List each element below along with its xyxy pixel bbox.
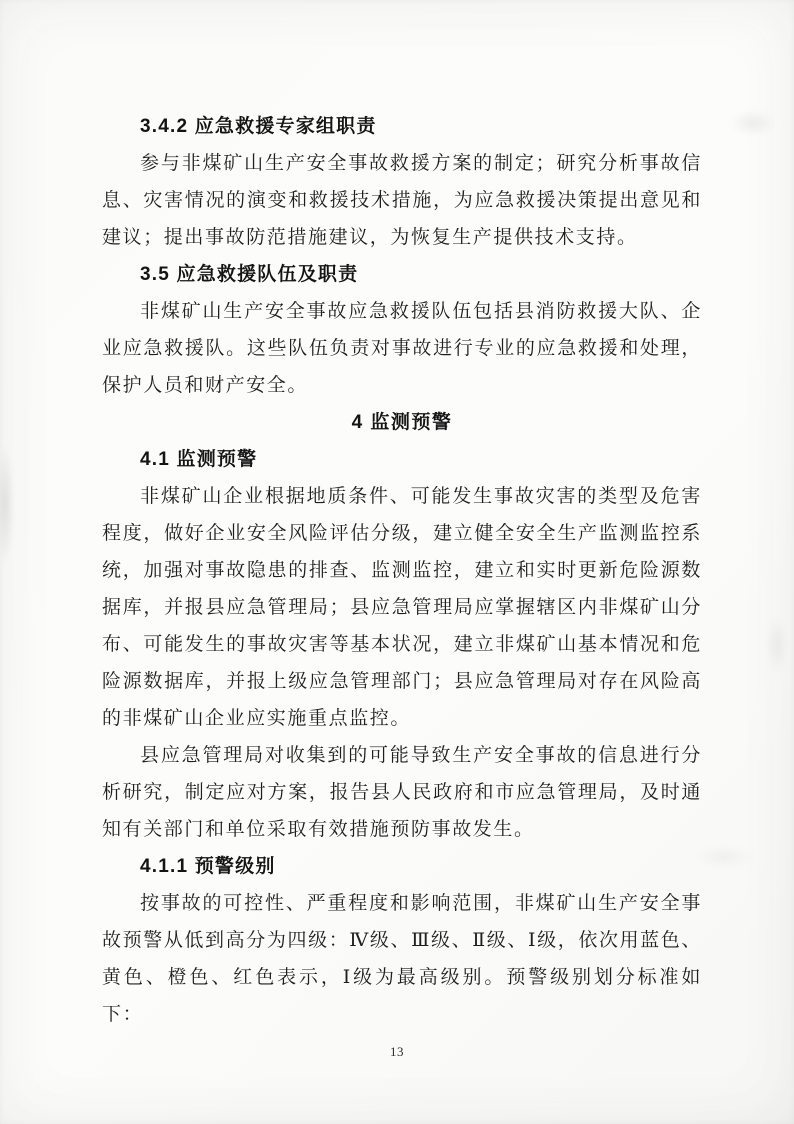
chapter-heading-4: 4 监测预警 xyxy=(351,412,453,433)
paragraph-expert-group-duties: 参与非煤矿山生产安全事故救援方案的制定；研究分析事故信息、灾害情况的演变和救援技术措施，为应急救援决策提出意见和建议；提出事故防范措施建议，为恢复生产提供技术支持。 xyxy=(102,153,702,248)
paragraph-monitoring-system: 非煤矿山企业根据地质条件、可能发生事故灾害的类型及危害程度，做好企业安全风险评估分级，建立健全安全生产监测监控系统，加强对事故隐患的排查、监测监控，建立和实时更新危险源数据库，并报县应急管理局；县应急管理局应掌握辖区内非煤矿山分布、可能发生的事故灾害等基本状况，建立非煤矿山基本情况和危险源数据库，并报上级应急管理部门；县应急管理局对存在风险高的非煤矿山企业应实施重点监控。 xyxy=(102,486,702,729)
section-heading-3-5: 3.5 应急救援队伍及职责 xyxy=(140,264,359,285)
scan-artifact-top-right xyxy=(730,110,776,136)
section-heading-4-1-1: 4.1.1 预警级别 xyxy=(140,856,276,877)
section-heading-4-1: 4.1 监测预警 xyxy=(140,449,258,470)
paragraph-rescue-teams: 非煤矿山生产安全事故应急救援队伍包括县消防救援大队、企业应急救援队。这些队伍负责对事故进行专业的应急救援和处理，保护人员和财产安全。 xyxy=(102,301,702,396)
scan-artifact-low-right xyxy=(694,845,754,869)
paragraph-warning-levels: 按事故的可控性、严重程度和影响范围，非煤矿山生产安全事故预警从低到高分为四级：Ⅳ级、Ⅲ级、Ⅱ级、Ⅰ级，依次用蓝色、黄色、橙色、红色表示，Ⅰ级为最高级别。预警级别划分标准如下： xyxy=(102,893,702,1025)
scan-artifact-mid-right xyxy=(766,615,788,675)
scan-artifact-left-edge xyxy=(0,445,14,565)
page-content xyxy=(102,108,702,1033)
paragraph-information-analysis: 县应急管理局对收集到的可能导致生产安全事故的信息进行分析研究，制定应对方案，报告县人民政府和市应急管理局，及时通知有关部门和单位采取有效措施预防事故发生。 xyxy=(102,745,702,840)
section-heading-3-4-2: 3.4.2 应急救援专家组职责 xyxy=(140,116,377,137)
page-number: 13 xyxy=(390,1044,404,1059)
